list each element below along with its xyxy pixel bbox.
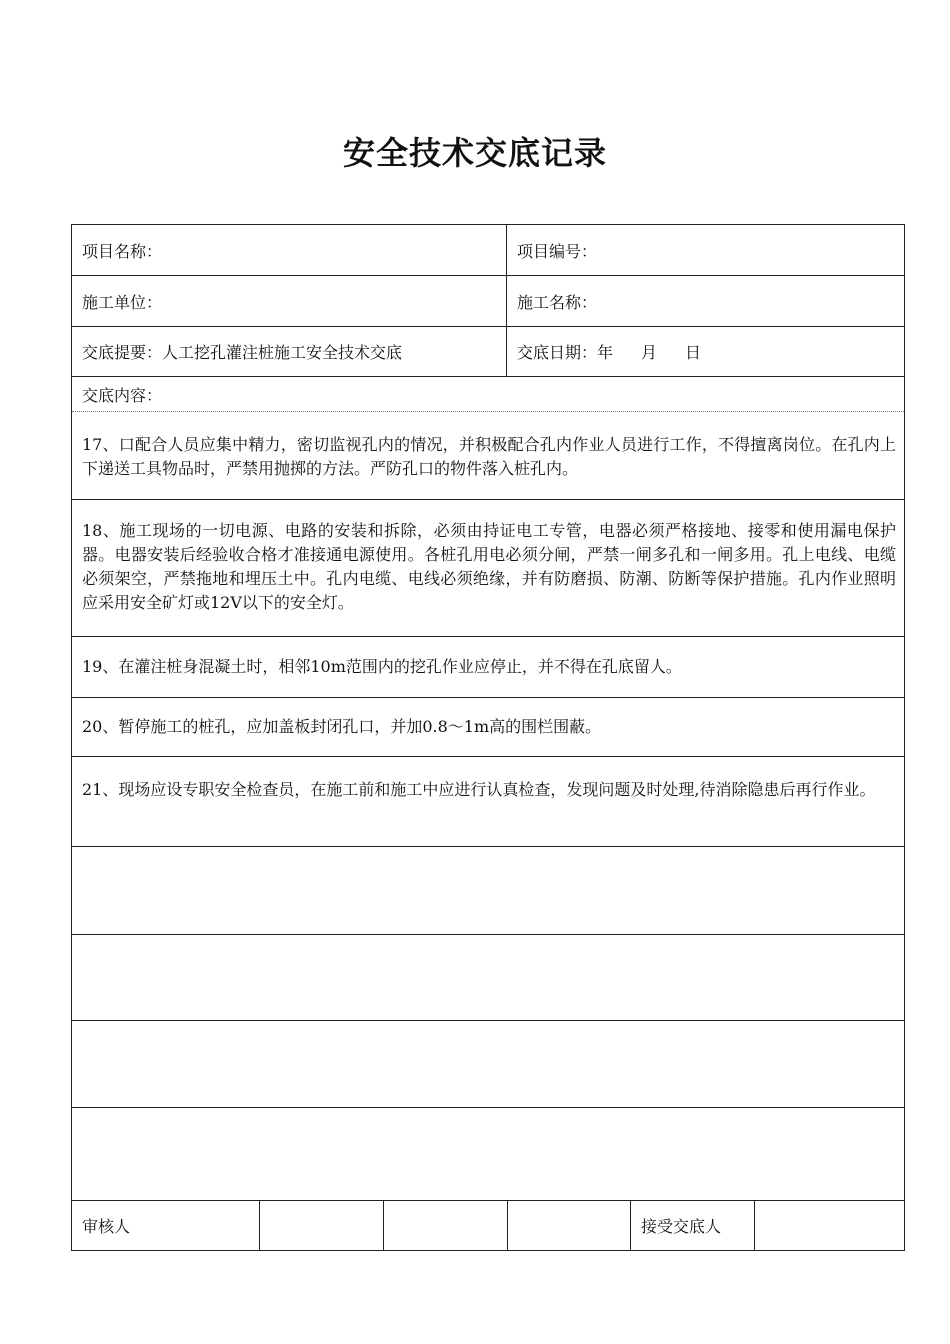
reviewer-label: 审核人: [82, 1217, 131, 1236]
content-item-text: 21、现场应设专职安全检查员，在施工前和施工中应进行认真检查，发现问题及时处理,待消除隐患后再行作业。: [82, 780, 876, 799]
receiver-signature-cell: [755, 1201, 904, 1250]
safety-briefing-form: [71, 224, 905, 1251]
content-item-text: 20、暂停施工的桩孔，应加盖板封闭孔口，并加0.8～1m高的围栏围蔽。: [82, 717, 602, 736]
reviewer-label-cell: [72, 1201, 259, 1250]
date-day: 日: [685, 343, 702, 362]
content-item-text: 18、施工现场的一切电源、电路的安装和拆除，必须由持证电工专管，电器必须严格接地、接零和使用漏电保护器。电器安装后经验收合格才准接通电源使用。各桩孔用电必须分闸，严禁一闸多孔和一闸多用。孔上电线、电缆必须架空，严禁拖地和埋压土中。孔内电缆、电线必须绝缘，并有防磨损、防潮、防断等保护措施。孔内作业照明应采用安全矿灯或12V以下的安全灯。: [82, 521, 896, 612]
date-cell: [507, 327, 904, 376]
summary-cell: [72, 327, 507, 376]
row-content-label: [72, 377, 904, 412]
content-item-21: [72, 757, 904, 847]
row-project-info: [72, 225, 904, 276]
date-month: 月: [641, 343, 658, 362]
content-item-text: 19、在灌注桩身混凝土时，相邻10m范围内的挖孔作业应停止，并不得在孔底留人。: [82, 657, 682, 676]
content-item-17: [72, 412, 904, 500]
empty-row: [72, 935, 904, 1021]
row-summary-date: [72, 327, 904, 377]
document-title: 安全技术交底记录: [342, 134, 607, 172]
empty-row: [72, 847, 904, 935]
empty-row: [72, 1021, 904, 1108]
row-signatures: [72, 1201, 904, 1250]
content-item-20: [72, 698, 904, 757]
row-construction-info: [72, 276, 904, 327]
construction-unit-cell: [72, 276, 507, 326]
summary-label: 交底提要：: [82, 343, 163, 362]
content-item-19: [72, 637, 904, 698]
empty-row: [72, 1108, 904, 1201]
construction-name-label: 施工名称：: [517, 292, 598, 312]
reviewer-signature-cell-1: [260, 1201, 383, 1250]
reviewer-signature-cell-3: [508, 1201, 630, 1250]
date-label: 交底日期：: [517, 343, 598, 362]
summary-value: 人工挖孔灌注桩施工安全技术交底: [162, 343, 403, 362]
content-item-18: [72, 500, 904, 637]
construction-unit-label: 施工单位：: [82, 292, 163, 312]
project-name-cell: [72, 225, 507, 275]
receiver-label: 接受交底人: [641, 1217, 722, 1236]
project-name-label: 项目名称：: [82, 241, 163, 261]
project-number-label: 项目编号：: [517, 241, 598, 261]
date-year: 年: [597, 343, 614, 362]
reviewer-signature-cell-2: [384, 1201, 507, 1250]
content-label-cell: [72, 377, 904, 411]
content-label: 交底内容：: [82, 385, 163, 405]
content-item-text: 17、口配合人员应集中精力，密切监视孔内的情况，并积极配合孔内作业人员进行工作，不得擅离岗位。在孔内上下递送工具物品时，严禁用抛掷的方法。严防孔口的物件落入桩孔内。: [82, 435, 896, 478]
project-number-cell: [507, 225, 904, 275]
receiver-label-cell: [631, 1201, 754, 1250]
construction-name-cell: [507, 276, 904, 326]
